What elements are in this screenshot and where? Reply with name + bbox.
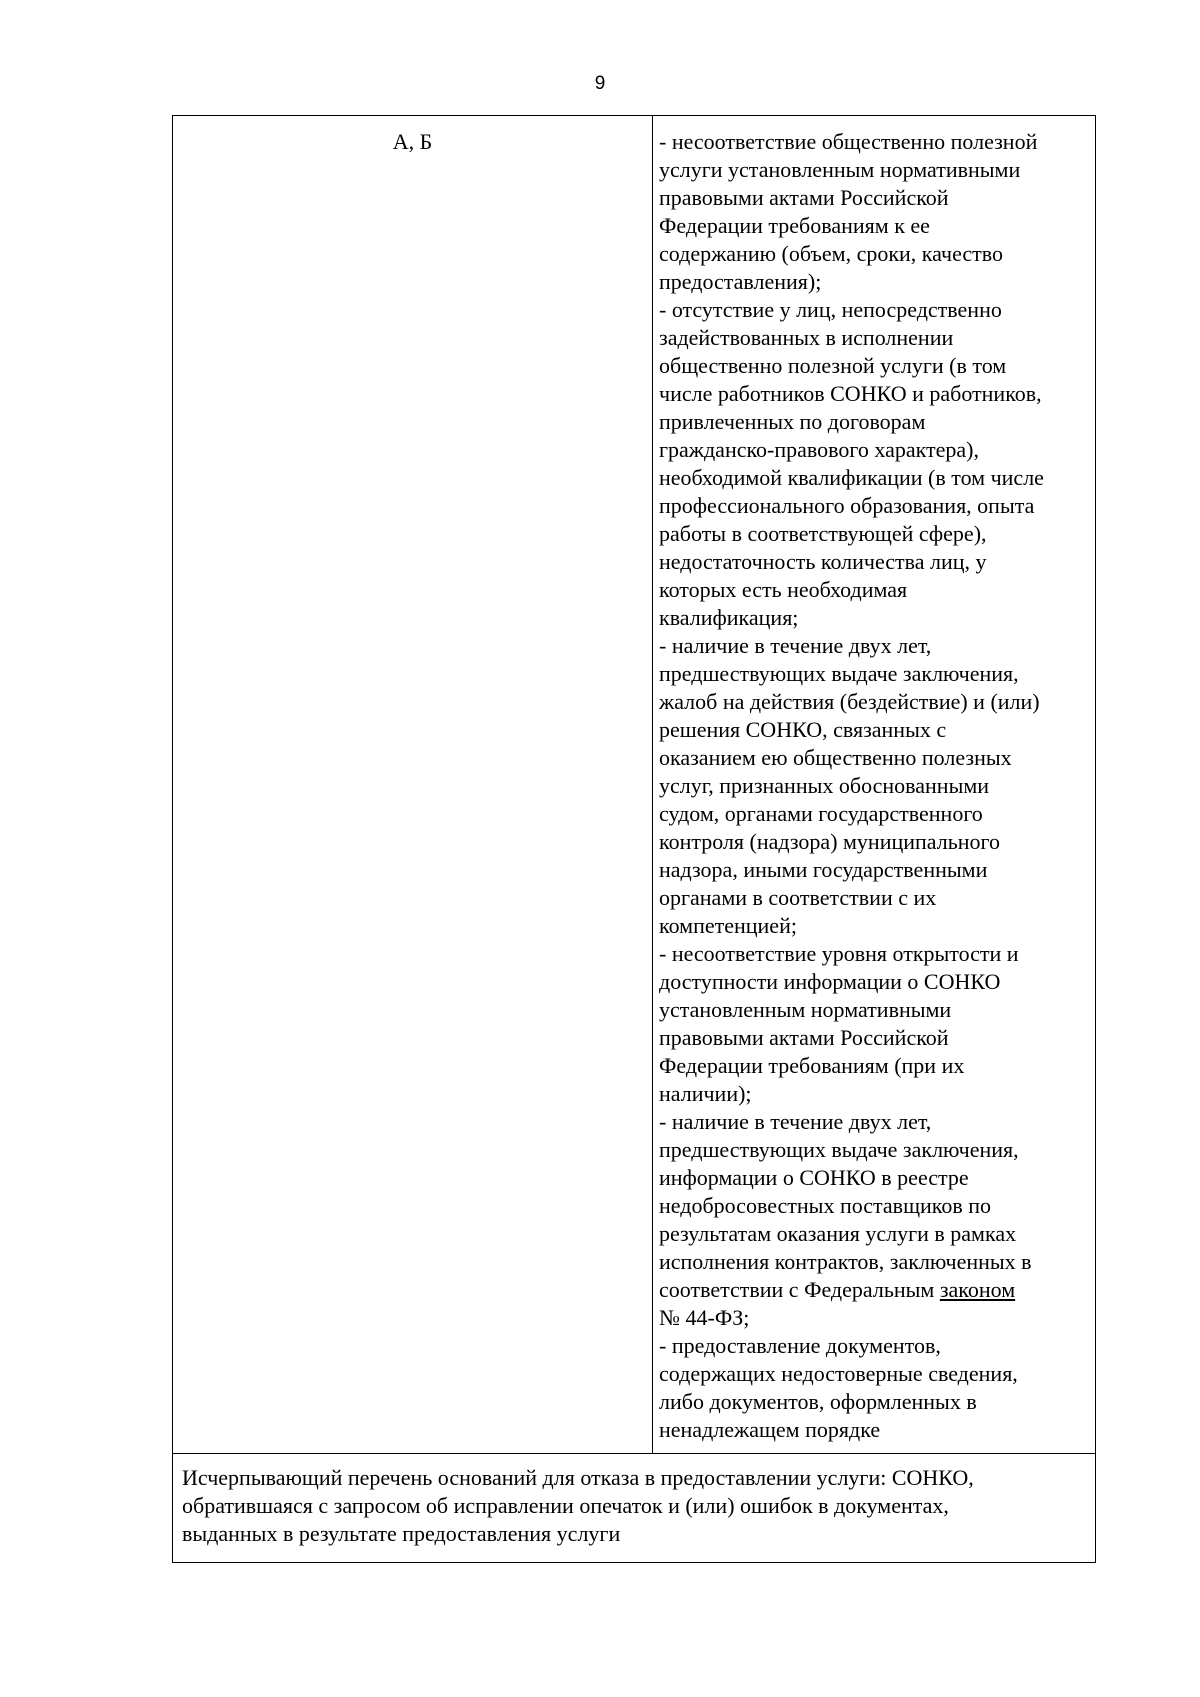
- text-line: услуги установленным нормативными: [659, 157, 1021, 182]
- text-line: контроля (надзора) муниципального: [659, 829, 1001, 854]
- text-line: профессионального образования, опыта: [659, 493, 1035, 518]
- text-line: Федерации требованиям к ее: [659, 213, 930, 238]
- text-line: услуг, признанных обоснованными: [659, 773, 990, 798]
- grounds-list: [659, 128, 1093, 1276]
- text-line: выданных в результате предоставления услуги: [182, 1521, 621, 1546]
- text-line: решения СОНКО, связанных с: [659, 717, 947, 742]
- text-line: гражданско-правового характера),: [659, 437, 979, 462]
- refusal-grounds-row: [173, 1454, 1095, 1548]
- text-line: правовыми актами Российской: [659, 185, 949, 210]
- table-row: [173, 116, 1095, 1454]
- text-line: результатам оказания услуги в рамках: [659, 1221, 1017, 1246]
- text-line: ненадлежащем порядке: [659, 1417, 881, 1442]
- text-line: компетенцией;: [659, 913, 797, 938]
- text-line: доступности информации о СОНКО: [659, 969, 1001, 994]
- text-line: обратившаяся с запросом об исправлении опечаток и (или) ошибок в документах,: [182, 1493, 949, 1518]
- text-line: - предоставление документов,: [659, 1333, 941, 1358]
- text-line: предшествующих выдаче заключения,: [659, 1137, 1019, 1162]
- text-line: органами в соответствии с их: [659, 885, 937, 910]
- text-line: информации о СОНКО в реестре: [659, 1165, 969, 1190]
- refusal-grounds-text: [182, 1464, 1091, 1548]
- text-line: недобросовестных поставщиков по: [659, 1193, 992, 1218]
- text-line: задействованных в исполнении: [659, 325, 954, 350]
- text-line: предоставления);: [659, 269, 822, 294]
- text-line: квалификация;: [659, 605, 799, 630]
- text-line: правовыми актами Российской: [659, 1025, 949, 1050]
- grounds-list-tail: [659, 1332, 1093, 1444]
- text-line: либо документов, оформленных в: [659, 1389, 977, 1414]
- text-line: числе работников СОНКО и работников,: [659, 381, 1042, 406]
- law-number: № 44-ФЗ;: [659, 1305, 750, 1330]
- text-line: работы в соответствующей сфере),: [659, 521, 987, 546]
- text-line: исполнения контрактов, заключенных в: [659, 1249, 1032, 1274]
- text-line: - наличие в течение двух лет,: [659, 1109, 932, 1134]
- text-line: - несоответствие общественно полезной: [659, 129, 1038, 154]
- text-line: надзора, иными государственными: [659, 857, 988, 882]
- text-line: содержащих недостоверные сведения,: [659, 1361, 1018, 1386]
- text-line: привлеченных по договорам: [659, 409, 926, 434]
- text-line: - отсутствие у лиц, непосредственно: [659, 297, 1002, 322]
- text-line: наличии);: [659, 1081, 752, 1106]
- text-line: предшествующих выдаче заключения,: [659, 661, 1019, 686]
- text-line: установленным нормативными: [659, 997, 952, 1022]
- text-line: недостаточность количества лиц, у: [659, 549, 987, 574]
- law-reference-line: [659, 1276, 1093, 1304]
- grounds-cell: [653, 116, 1097, 1453]
- law-link[interactable]: законом: [939, 1277, 1016, 1302]
- text-line: необходимой квалификации (в том числе: [659, 465, 1044, 490]
- grounds-table: [172, 115, 1096, 1563]
- text-line: Исчерпывающий перечень оснований для отказа в предоставлении услуги: СОНКО,: [182, 1465, 974, 1490]
- page-number: 9: [594, 73, 606, 94]
- text-line: - несоответствие уровня открытости и: [659, 941, 1019, 966]
- text-line: оказанием ею общественно полезных: [659, 745, 1012, 770]
- text-line: - наличие в течение двух лет,: [659, 633, 932, 658]
- text-line: содержанию (объем, сроки, качество: [659, 241, 1004, 266]
- law-line-prefix: соответствии с Федеральным: [659, 1277, 940, 1302]
- text-line: общественно полезной услуги (в том: [659, 353, 1007, 378]
- text-line: жалоб на действия (бездействие) и (или): [659, 689, 1040, 714]
- text-line: Федерации требованиям (при их: [659, 1053, 965, 1078]
- text-line: которых есть необходимая: [659, 577, 908, 602]
- text-line: судом, органами государственного: [659, 801, 983, 826]
- applicant-category-cell: А, Б: [173, 116, 653, 1453]
